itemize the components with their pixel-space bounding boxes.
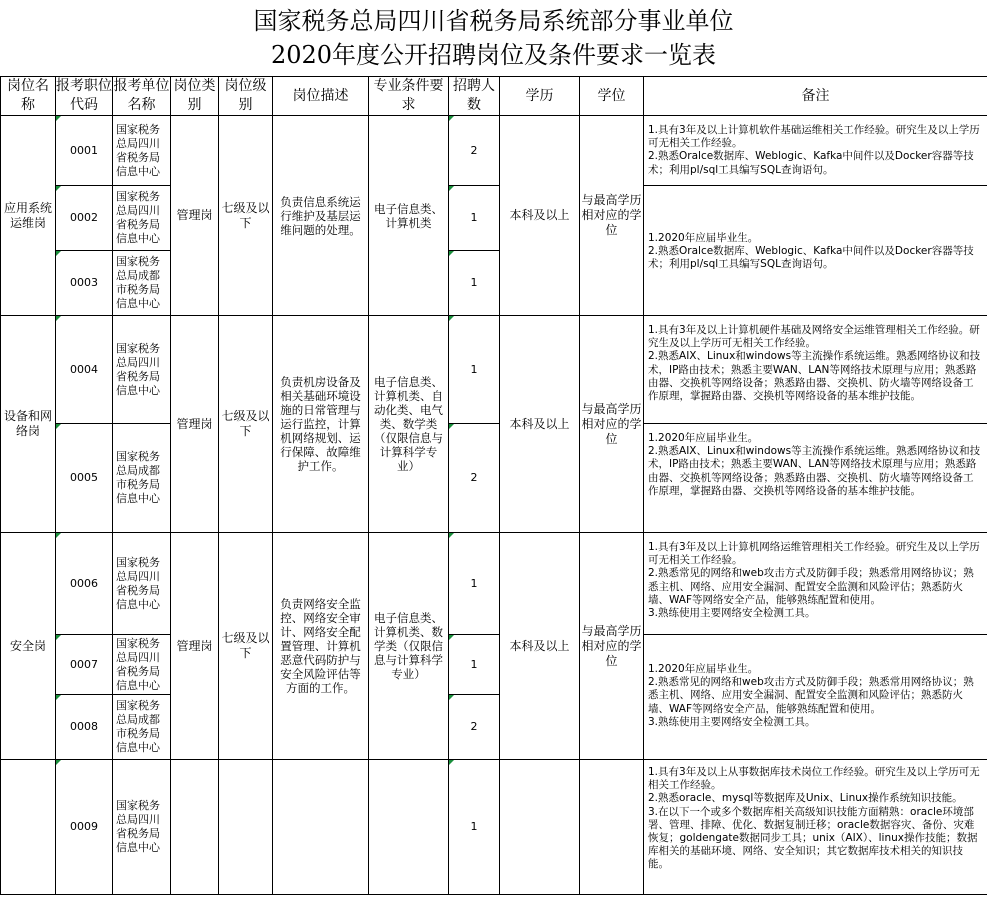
remarks-cell — [644, 760, 987, 895]
post-code-cell: 0005 — [56, 424, 113, 533]
post-level-cell: 七级及以下 — [219, 116, 273, 316]
header-unit-name: 报考单位名称 — [113, 77, 171, 116]
post-code-cell: 0006 — [56, 533, 113, 635]
post-name-cell: 设备和网络岗 — [1, 316, 56, 533]
post-desc-cell: 负责机房设备及相关基础环境设施的日常管理与运行监控，计算机网络规划、运行保障、故障维护工作。 — [273, 316, 369, 533]
unit-name-cell: 国家税务总局成都市税务局信息中心 — [113, 251, 171, 316]
remark-line: 2.熟悉oracle、mysql等数据库及Unix、Linux操作系统知识技能。 — [648, 792, 963, 805]
remarks-cell — [644, 316, 987, 424]
remark-line: 2.熟悉AIX、Linux和windows等主流操作系统运维。熟悉网络协议和技术，IP路由技术；熟悉主要WAN、LAN等网络技术原理与应用；熟悉路由器、交换机等网络设备；熟悉路由器、交换机、防火墙等网络设备工作原理，掌握路由器、交换机等网络设备的基本维护技能。 — [648, 445, 981, 497]
post-desc-cell: 负责信息系统运行维护及基层运维问题的处理。 — [273, 116, 369, 316]
remark-line: 2.熟悉AIX、Linux和windows等主流操作系统运维。熟悉网络协议和技术，IP路由技术；熟悉主要WAN、LAN等网络技术原理与应用；熟悉路由器、交换机等网络设备；熟悉路由器、交换机、防火墙等网络设备工作原理，掌握路由器、交换机等网络设备的基本维护技能。 — [648, 350, 981, 403]
education-cell: 本科及以上 — [500, 116, 580, 316]
major-cell: 电子信息类、计算机类、自动化类、电气类、数学类（仅限信息与计算科学专业） — [369, 316, 449, 533]
remark-line: 1.具有3年及以上计算机网络运维管理相关工作经验。研究生及以上学历可无相关工作经验。 — [648, 541, 980, 567]
major-cell: 电子信息类、计算机类、数学类（仅限信息与计算科学专业） — [369, 533, 449, 760]
remarks-cell — [644, 533, 987, 635]
post-desc-cell — [273, 760, 369, 895]
count-cell: 1 — [449, 533, 500, 635]
remark-line: 1.2020年应届毕业生。 — [648, 663, 759, 675]
remark-line: 2.熟悉常见的网络和web攻击方式及防御手段；熟悉常用网络协议；熟悉主机、网络、应用安全漏洞、配置安全监测和风险评估；熟悉防火墙、WAF等网络安全产品，能够熟练配置和使用。 — [648, 676, 974, 715]
header-post-type: 岗位类别 — [171, 77, 219, 116]
post-type-cell: 管理岗 — [171, 533, 219, 760]
header-row — [1, 77, 987, 116]
table-row — [1, 424, 987, 533]
recruitment-table — [0, 76, 987, 895]
remarks-cell — [644, 424, 987, 533]
count-cell: 2 — [449, 424, 500, 533]
unit-name-cell: 国家税务总局四川省税务局信息中心 — [113, 316, 171, 424]
major-cell — [369, 760, 449, 895]
unit-name-cell: 国家税务总局四川省税务局信息中心 — [113, 760, 171, 895]
post-name-cell — [1, 760, 56, 895]
unit-name-cell: 国家税务总局四川省税务局信息中心 — [113, 533, 171, 635]
post-name-cell: 应用系统运维岗 — [1, 116, 56, 316]
header-post-code: 报考职位代码 — [56, 77, 113, 116]
remark-line: 1.具有3年及以上计算机软件基础运维相关工作经验。研究生及以上学历可无相关工作经验。 — [648, 124, 980, 150]
remark-line: 1.具有3年及以上从事数据库技术岗位工作经验。研究生及以上学历可无相关工作经验。 — [648, 766, 980, 792]
header-post-desc: 岗位描述 — [273, 77, 369, 116]
education-cell: 本科及以上 — [500, 316, 580, 533]
unit-name-cell: 国家税务总局四川省税务局信息中心 — [113, 186, 171, 251]
education-cell — [500, 760, 580, 895]
count-cell: 1 — [449, 635, 500, 695]
header-post-level: 岗位级别 — [219, 77, 273, 116]
remarks-cell — [644, 116, 987, 186]
table-row — [1, 533, 987, 635]
remark-line: 3.在以下一个或多个数据库相关高级知识技能方面精熟：oracle环境部署、管理、排障、优化、数据复制迁移；oracle数据容灾、备份、灾难恢复；goldengate数据同步工具；unix（AIX）、linux操作技能；数据库相关的基础环境、网络、安全知识；其它数据库技术相关的知识技能。 — [648, 805, 978, 871]
remark-line: 1.具有3年及以上计算机硬件基础及网络安全运维管理相关工作经验。研究生及以上学历可无相关工作经验。 — [648, 324, 980, 350]
unit-name-cell: 国家税务总局成都市税务局信息中心 — [113, 424, 171, 533]
remarks-cell — [644, 186, 987, 316]
post-level-cell: 七级及以下 — [219, 316, 273, 533]
degree-cell: 与最高学历相对应的学位 — [580, 316, 644, 533]
remark-line: 2.熟悉Oralce数据库、Weblogic、Kafka中间件以及Docker容器等技术；利用pl/sql工具编写SQL查询语句。 — [648, 245, 974, 271]
education-cell: 本科及以上 — [500, 533, 580, 760]
degree-cell: 与最高学历相对应的学位 — [580, 533, 644, 760]
major-cell: 电子信息类、计算机类 — [369, 116, 449, 316]
remark-line: 3.熟练使用主要网络安全检测工具。 — [648, 715, 816, 728]
post-code-cell: 0009 — [56, 760, 113, 895]
count-cell: 1 — [449, 251, 500, 316]
remarks-cell — [644, 635, 987, 760]
remark-line: 2.熟悉常见的网络和web攻击方式及防御手段；熟悉常用网络协议；熟悉主机、网络、应用安全漏洞、配置安全监测和风险评估；熟悉防火墙、WAF等网络安全产品，能够熟练配置和使用。 — [648, 567, 974, 606]
table-row — [1, 316, 987, 424]
count-cell: 2 — [449, 695, 500, 760]
post-code-cell: 0003 — [56, 251, 113, 316]
table-row — [1, 186, 987, 251]
post-code-cell: 0008 — [56, 695, 113, 760]
table-row — [1, 116, 987, 186]
unit-name-cell: 国家税务总局四川省税务局信息中心 — [113, 116, 171, 186]
post-code-cell: 0002 — [56, 186, 113, 251]
post-type-cell: 管理岗 — [171, 116, 219, 316]
post-desc-cell: 负责网络安全监控、网络安全审计、网络安全配置管理、计算机恶意代码防护与安全风险评估等方面的工作。 — [273, 533, 369, 760]
header-remarks: 备注 — [644, 77, 987, 116]
page-title-line-1: 国家税务总局四川省税务局系统部分事业单位 — [253, 7, 734, 35]
post-code-cell: 0007 — [56, 635, 113, 695]
header-degree: 学位 — [580, 77, 644, 116]
post-type-cell — [171, 760, 219, 895]
count-cell: 1 — [449, 760, 500, 895]
post-code-cell: 0001 — [56, 116, 113, 186]
count-cell: 1 — [449, 316, 500, 424]
table-row — [1, 635, 987, 695]
post-code-cell: 0004 — [56, 316, 113, 424]
header-count: 招聘人数 — [449, 77, 500, 116]
header-major: 专业条件要求 — [369, 77, 449, 116]
count-cell: 2 — [449, 116, 500, 186]
table-row — [1, 760, 987, 895]
unit-name-cell: 国家税务总局四川省税务局信息中心 — [113, 635, 171, 695]
post-type-cell: 管理岗 — [171, 316, 219, 533]
count-cell: 1 — [449, 186, 500, 251]
unit-name-cell: 国家税务总局成都市税务局信息中心 — [113, 695, 171, 760]
remark-line: 1.2020年应届毕业生。 — [648, 232, 759, 244]
header-post-name: 岗位名称 — [1, 77, 56, 116]
header-education: 学历 — [500, 77, 580, 116]
remark-line: 3.熟练使用主要网络安全检测工具。 — [648, 607, 816, 620]
remark-line: 1.2020年应届毕业生。 — [648, 432, 759, 444]
page-title-line-2: 2020年度公开招聘岗位及条件要求一览表 — [270, 41, 717, 69]
post-name-cell: 安全岗 — [1, 533, 56, 760]
post-level-cell — [219, 760, 273, 895]
degree-cell: 与最高学历相对应的学位 — [580, 116, 644, 316]
degree-cell — [580, 760, 644, 895]
remark-line: 2.熟悉Oralce数据库、Weblogic、Kafka中间件以及Docker容器等技术；利用pl/sql工具编写SQL查询语句。 — [648, 150, 974, 176]
post-level-cell: 七级及以下 — [219, 533, 273, 760]
